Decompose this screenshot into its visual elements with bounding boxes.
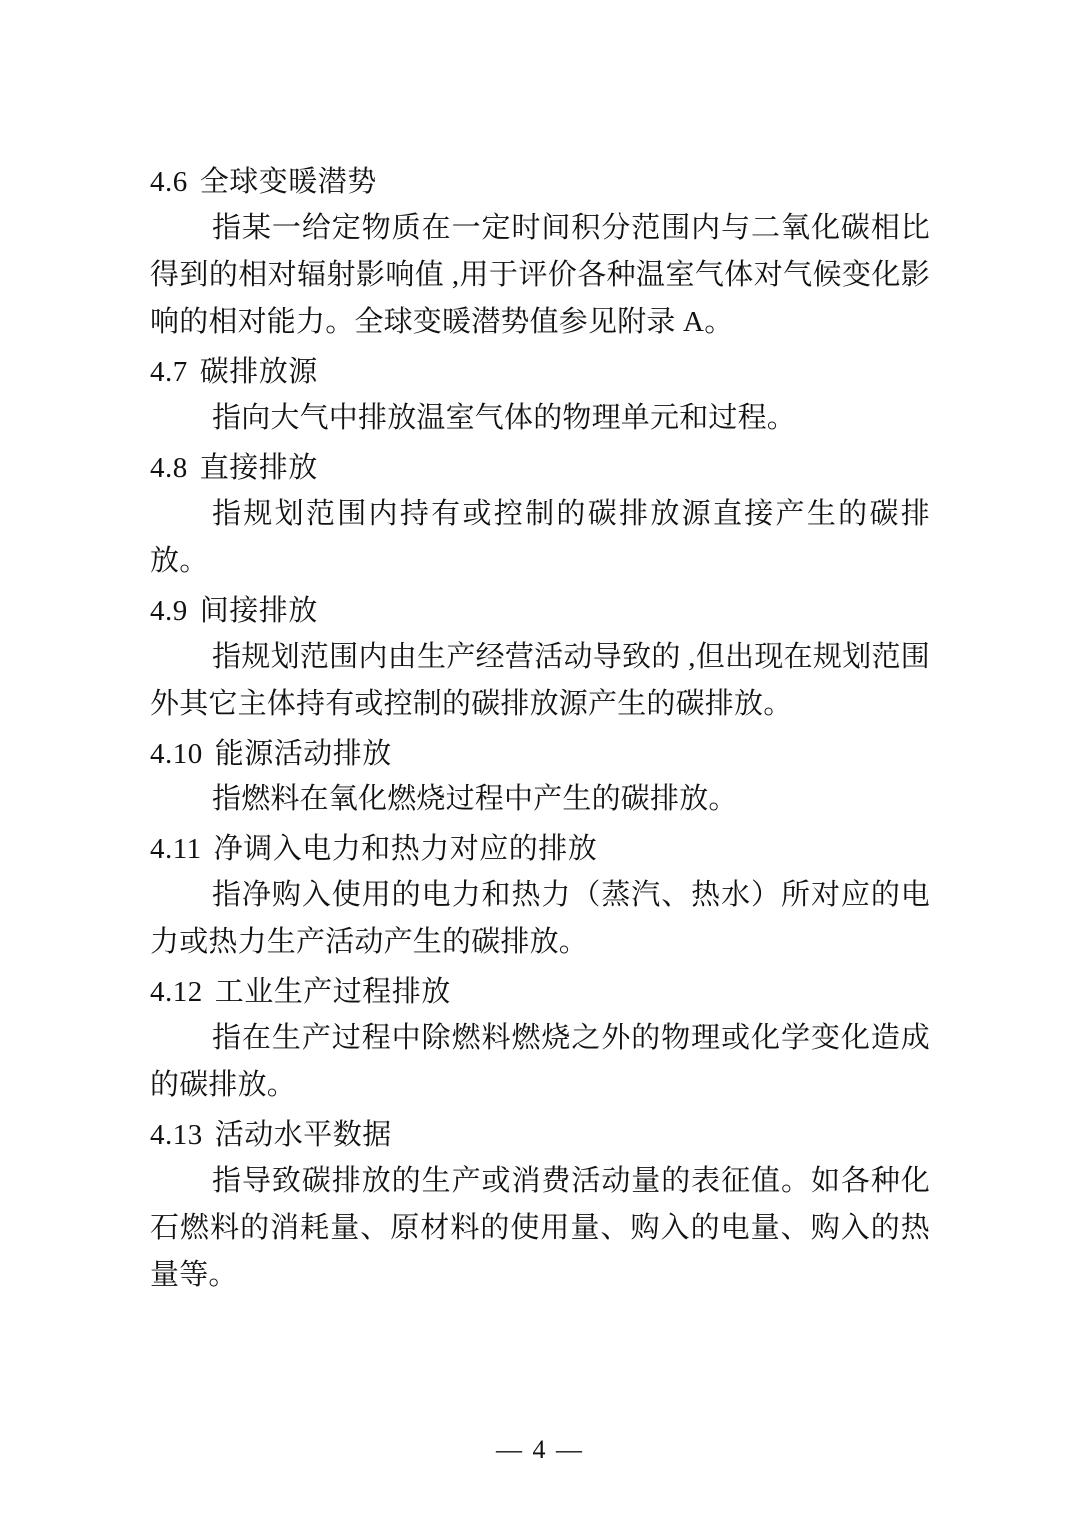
section-title: 能源活动排放 (214, 737, 392, 770)
section-number: 4.11 (150, 833, 202, 866)
section-title: 直接排放 (199, 451, 318, 484)
section-heading (150, 970, 930, 1015)
section-title: 间接排放 (199, 594, 318, 627)
page-number: — 4 — (496, 1435, 584, 1464)
section-4-6 (150, 160, 930, 346)
section-heading (150, 1113, 930, 1158)
section-title: 净调入电力和热力对应的排放 (213, 833, 598, 866)
section-number: 4.7 (150, 355, 188, 388)
section-4-9 (150, 589, 930, 728)
section-title: 碳排放源 (199, 355, 318, 388)
section-body: 指净购入使用的电力和热力（蒸汽、热水）所对应的电力或热力生产活动产生的碳排放。 (150, 879, 930, 959)
section-body: 指规划范围内由生产经营活动导致的 ,但出现在规划范围外其它主体持有或控制的碳排放源产生的碳排放。 (150, 640, 930, 720)
section-4-10 (150, 732, 930, 824)
section-4-8 (150, 446, 930, 585)
section-number: 4.6 (150, 166, 188, 198)
section-body: 指规划范围内持有或控制的碳排放源直接产生的碳排放。 (150, 497, 930, 577)
section-body: 指导致碳排放的生产或消费活动量的表征值。如各种化石燃料的消耗量、原材料的使用量、购入的电量、购入的热量等。 (150, 1165, 930, 1292)
section-heading (150, 446, 930, 491)
section-heading (150, 732, 930, 777)
section-body: 指某一给定物质在一定时间积分范围内与二氧化碳相比得到的相对辐射影响值 ,用于评价各种温室气体对气候变化影响的相对能力。全球变暖潜势值参见附录 A。 (150, 211, 930, 338)
section-body: 指燃料在氧化燃烧过程中产生的碳排放。 (212, 783, 738, 816)
section-title: 工业生产过程排放 (214, 976, 451, 1009)
section-heading (150, 589, 930, 634)
section-number: 4.9 (150, 594, 188, 627)
section-4-12 (150, 970, 930, 1109)
section-body: 指在生产过程中除燃料燃烧之外的物理或化学变化造成的碳排放。 (150, 1022, 930, 1102)
section-4-7 (150, 350, 930, 442)
section-heading (150, 827, 930, 872)
section-heading (150, 350, 930, 395)
section-number: 4.10 (150, 737, 203, 770)
section-number: 4.12 (150, 976, 203, 1009)
section-number: 4.8 (150, 451, 188, 484)
section-title: 活动水平数据 (214, 1119, 392, 1152)
section-4-11 (150, 827, 930, 966)
section-title: 全球变暖潜势 (199, 166, 377, 198)
section-4-13 (150, 1113, 930, 1299)
section-heading (150, 160, 930, 205)
section-body: 指向大气中排放温室气体的物理单元和过程。 (212, 401, 797, 434)
section-number: 4.13 (150, 1119, 203, 1152)
